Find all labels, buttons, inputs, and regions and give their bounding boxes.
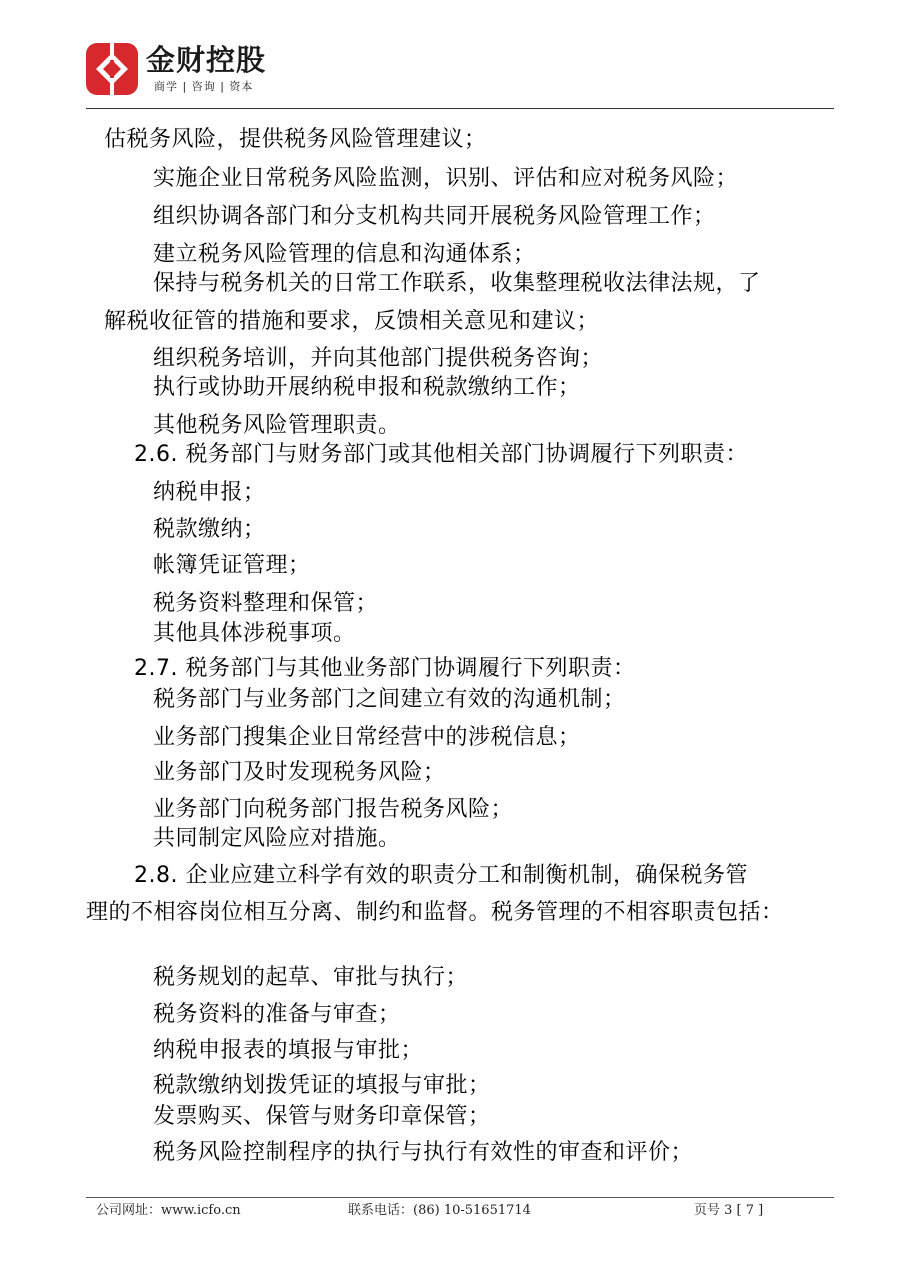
body-line: 建立税务风险管理的信息和沟通体系；: [153, 242, 536, 267]
body-line: 纳税申报；: [153, 480, 266, 505]
body-line: 实施企业日常税务风险监测，识别、评估和应对税务风险；: [153, 166, 739, 191]
body-line: 估税务风险，提供税务风险管理建议；: [104, 127, 487, 152]
body-line: 税务资料整理和保管；: [153, 591, 379, 616]
body-line: 组织税务培训，并向其他部门提供税务咨询；: [153, 346, 604, 371]
body-line: 其他具体涉税事项。: [153, 621, 356, 646]
footer-divider: [86, 1197, 834, 1198]
section-heading: 2.6. 税务部门与财务部门或其他相关部门协调履行下列职责：: [134, 442, 748, 467]
body-line: 业务部门搜集企业日常经营中的涉税信息；: [153, 725, 581, 750]
body-line: 税务部门与业务部门之间建立有效的沟通机制；: [153, 687, 626, 712]
page-header: [86, 40, 836, 110]
body-line: 税务风险控制程序的执行与执行有效性的审查和评价；: [153, 1140, 694, 1165]
section-heading: 2.7. 税务部门与其他业务部门协调履行下列职责：: [134, 656, 636, 681]
body-line: 纳税申报表的填报与审批；: [153, 1038, 424, 1063]
header-divider: [86, 108, 834, 109]
body-line: 共同制定风险应对措施。: [153, 826, 401, 851]
body-line: 理的不相容岗位相互分离、制约和监督。税务管理的不相容职责包括：: [86, 900, 784, 925]
body-line: 税款缴纳；: [153, 517, 266, 542]
footer-page-number: 页号 3 [ 7 ]: [694, 1203, 764, 1218]
body-line: 其他税务风险管理职责。: [153, 413, 401, 438]
body-line: 执行或协助开展纳税申报和税款缴纳工作；: [153, 375, 581, 400]
body-line: 保持与税务机关的日常工作联系，收集整理税收法律法规，了: [153, 271, 761, 296]
body-line: 税款缴纳划拨凭证的填报与审批；: [153, 1073, 491, 1098]
footer-phone: 联系电话：(86) 10-51651714: [348, 1203, 531, 1218]
body-line: 发票购买、保管与财务印章保管；: [153, 1104, 491, 1129]
body-line: 税务资料的准备与审查；: [153, 1002, 401, 1027]
brand-tagline: 商学 | 咨询 | 资本: [154, 80, 254, 93]
body-line: 解税收征管的措施和要求，反馈相关意见和建议；: [104, 309, 600, 334]
brand-logo-icon: [86, 43, 138, 95]
footer-website: 公司网址：www.icfo.cn: [96, 1203, 241, 1218]
body-line: 组织协调各部门和分支机构共同开展税务风险管理工作；: [153, 204, 716, 229]
body-line: 税务规划的起草、审批与执行；: [153, 965, 469, 990]
body-line: 帐簿凭证管理；: [153, 553, 311, 578]
body-line: 业务部门及时发现税务风险；: [153, 760, 446, 785]
body-line: 业务部门向税务部门报告税务风险；: [153, 797, 514, 822]
brand-name: 金财控股: [146, 43, 267, 77]
section-heading: 2.8. 企业应建立科学有效的职责分工和制衡机制，确保税务管: [134, 863, 748, 888]
